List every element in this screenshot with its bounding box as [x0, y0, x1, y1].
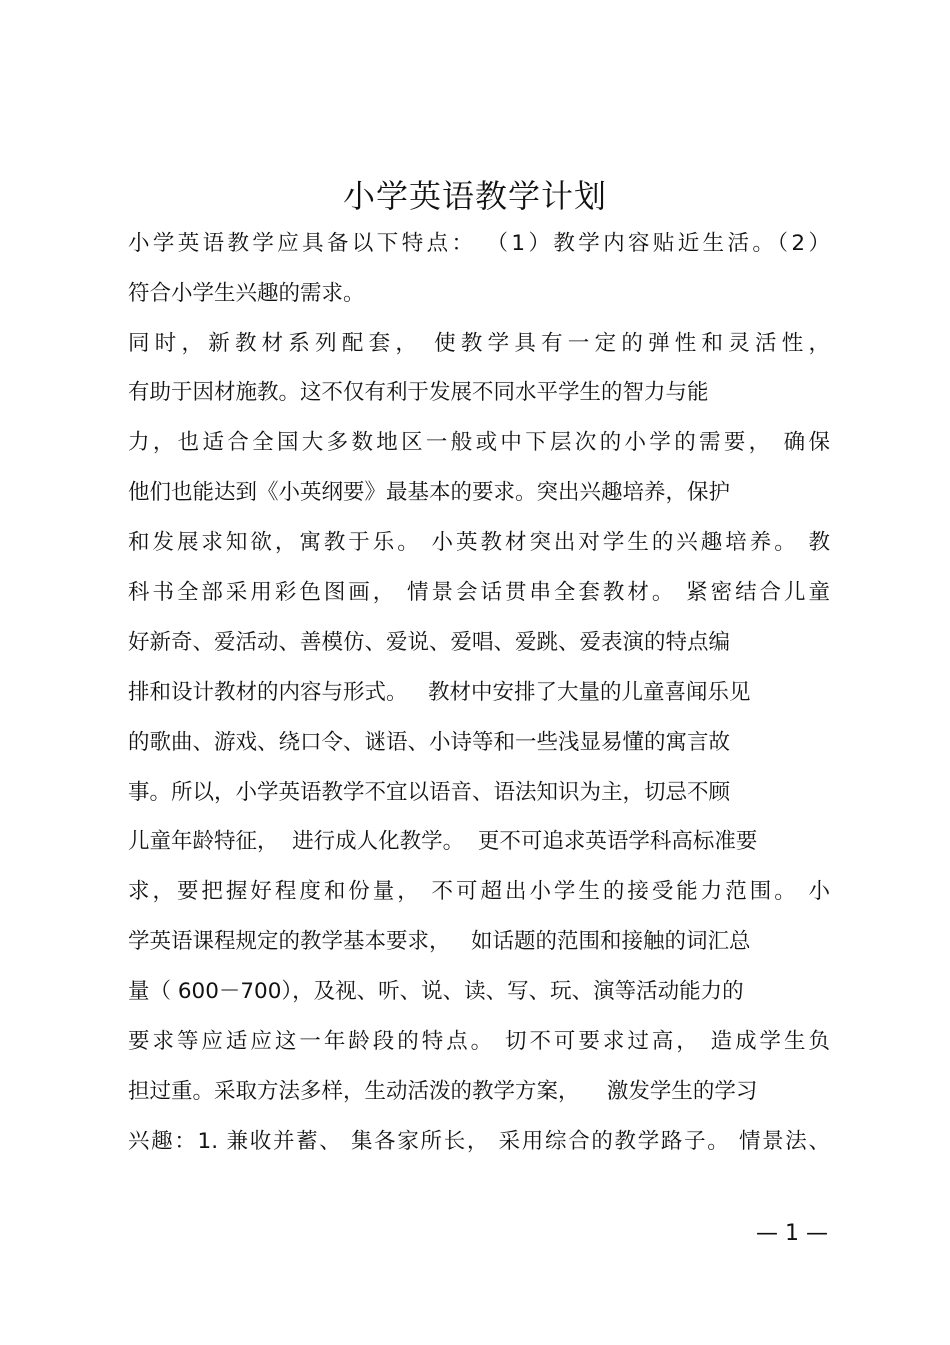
body-line: 量（ 600－700），及视、听、说、读、写、玩、演等活动能力的 [128, 979, 744, 1004]
body-line: 的歌曲、游戏、绕口令、谜语、小诗等和一些浅显易懂的寓言故 [128, 730, 731, 755]
body-line: 儿童年龄特征， 进行成人化教学。 更不可追求英语学科高标准要 [128, 829, 758, 854]
body-line: 力，也适合全国大多数地区一般或中下层次的小学的需要， 确保 [128, 430, 830, 455]
body-line: 小学英语教学应具备以下特点： （1）教学内容贴近生活。（2） [128, 231, 830, 256]
body-line: 事。所以，小学英语教学不宜以语音、语法知识为主，切忌不顾 [128, 780, 731, 805]
body-line: 符合小学生兴趣的需求。 [128, 281, 365, 306]
body-line: 兴趣：1. 兼收并蓄、 集各家所长， 采用综合的教学路子。 情景法、 [128, 1129, 830, 1154]
body-line: 和发展求知欲，寓教于乐。 小英教材突出对学生的兴趣培养。 教 [128, 530, 830, 555]
body-line: 好新奇、爱活动、善模仿、爱说、爱唱、爱跳、爱表演的特点编 [128, 630, 731, 655]
body-line: 科书全部采用彩色图画， 情景会话贯串全套教材。 紧密结合儿童 [128, 580, 830, 605]
body-line: 他们也能达到《小英纲要》最基本的要求。突出兴趣培养，保护 [128, 480, 731, 505]
body-line: 有助于因材施教。这不仅有利于发展不同水平学生的智力与能 [128, 380, 709, 405]
body-line: 排和设计教材的内容与形式。 教材中安排了大量的儿童喜闻乐见 [128, 680, 751, 705]
body-line: 同时，新教材系列配套， 使教学具有一定的弹性和灵活性， [128, 331, 830, 356]
body-line: 要求等应适应这一年龄段的特点。 切不可要求过高， 造成学生负 [128, 1029, 830, 1054]
document-title: 小学英语教学计划 [342, 177, 607, 215]
body-line: 担过重。采取方法多样，生动活泼的教学方案， 激发学生的学习 [128, 1079, 758, 1104]
page-number: — 1 — [756, 1221, 828, 1246]
body-line: 求，要把握好程度和份量， 不可超出小学生的接受能力范围。 小 [128, 879, 830, 904]
body-line: 学英语课程规定的教学基本要求， 如话题的范围和接触的词汇总 [128, 929, 751, 954]
